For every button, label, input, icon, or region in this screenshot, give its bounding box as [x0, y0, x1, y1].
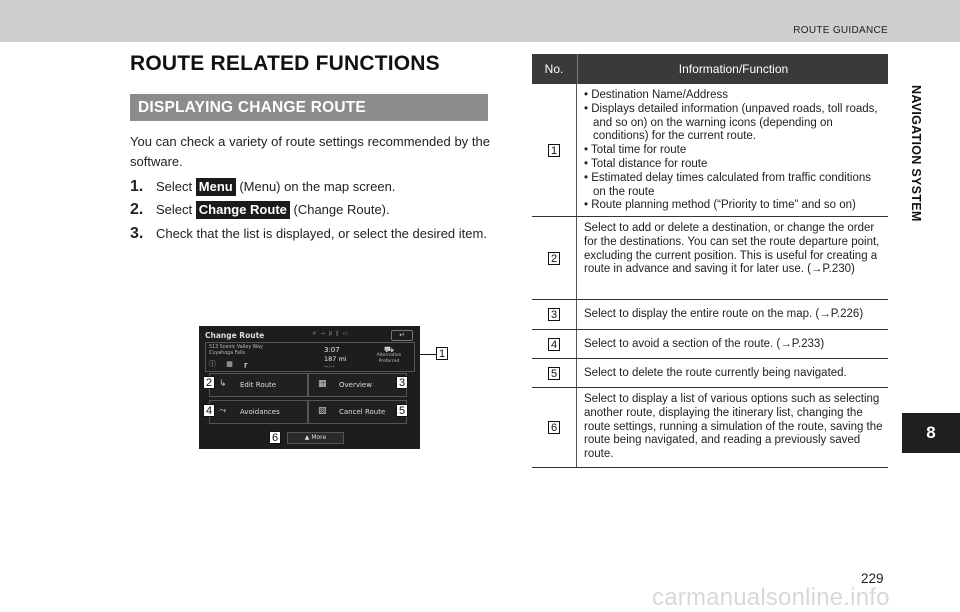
row-number: 5 [548, 367, 560, 380]
column-header-info: Information/Function [577, 54, 889, 84]
row-info: Select to display a list of various options such as selecting another route, displaying the itinerary list, changing the route settings, running a simulation of the route, saving the route being navigated, and reading a previously saved route. [584, 393, 883, 461]
row-info [584, 89, 884, 213]
table-row [532, 217, 888, 300]
chapter-side-label: NAVIGATION SYSTEM [909, 85, 923, 222]
route-distance: 187 mi [324, 355, 347, 363]
subheading-bar [130, 94, 488, 121]
watermark: carmanualsonline.info [652, 584, 890, 611]
callout-line [420, 354, 436, 355]
edit-route-icon: ↳ [219, 379, 227, 389]
row-number-cell [532, 330, 577, 358]
chapter-number-tab: 8 [902, 413, 960, 453]
route-info-panel[interactable] [205, 342, 415, 372]
button-label: Cancel Route [339, 407, 386, 416]
table-row [532, 330, 888, 359]
bullet-item: • Estimated delay times calculated from traffic conditions on the route [584, 172, 884, 200]
section-title: ROUTE GUIDANCE [793, 25, 888, 36]
back-icon[interactable]: ↵ [391, 330, 413, 341]
status-icons: ✕ → β ∥ ▭ [312, 331, 349, 337]
row-number-cell [532, 388, 577, 467]
row-number: 3 [548, 308, 560, 321]
avoidances-button[interactable] [209, 400, 308, 424]
change-route-screenshot [199, 326, 420, 449]
bullet-item: • Route planning method (“Priority to time” and so on) [584, 199, 884, 213]
step-text: Select [156, 202, 193, 217]
row-info: Select to avoid a section of the route. (→P.233) [584, 338, 825, 350]
callout-number: 2 [203, 376, 215, 389]
table-row [532, 84, 888, 217]
car-icon: ⛟ [383, 345, 395, 354]
step-number: 3. [130, 225, 144, 242]
more-button[interactable]: ▲ More [287, 432, 344, 444]
edit-route-button[interactable] [209, 373, 308, 397]
table-row [532, 359, 888, 388]
avoid-icon: ⤳ [219, 406, 227, 416]
callout-number: 4 [203, 404, 215, 417]
step-2 [130, 201, 390, 219]
address-line-1: 513 Scenic Valley Way [209, 345, 263, 350]
route-method [366, 347, 412, 365]
warning-icons: ⓘ ▦ ┏ [209, 360, 252, 368]
intro-text: You can check a variety of route settings recommended by the software. [130, 134, 490, 169]
screen-title: Change Route [205, 331, 265, 340]
callout-number: 1 [436, 347, 448, 360]
step-text: Check that the list is displayed, or select the desired item. [156, 226, 487, 241]
button-label: Overview [339, 380, 372, 389]
bullet-item: • Total distance for route [584, 158, 884, 172]
table-row [532, 388, 888, 468]
map-icon: ▦ [318, 379, 327, 389]
table-row [532, 300, 888, 330]
row-number: 1 [548, 144, 560, 157]
cancel-route-button[interactable] [308, 400, 407, 424]
step-text: (Menu) on the map screen. [235, 179, 396, 194]
bullet-item: • Displays detailed information (unpaved roads, toll roads, and so on) on the warning icons (depending on conditions) for the current route. [584, 103, 884, 144]
bullet-item: • Destination Name/Address [584, 89, 884, 103]
route-delay: --:-- [324, 363, 335, 370]
header-bar [0, 0, 960, 42]
bullet-item: • Total time for route [584, 144, 884, 158]
row-number-cell [532, 217, 577, 299]
step-text: (Change Route). [289, 202, 390, 217]
row-number-cell [532, 359, 577, 387]
row-info: Select to delete the route currently being navigated. [584, 367, 847, 379]
button-label: More [311, 434, 327, 441]
row-number: 4 [548, 338, 560, 351]
callout-number: 6 [269, 431, 281, 444]
button-label: Edit Route [240, 380, 277, 389]
table-header [532, 54, 888, 84]
route-time: 3:07 [324, 346, 340, 354]
step-1 [130, 178, 395, 196]
button-label: Avoidances [240, 407, 280, 416]
step-3 [130, 224, 490, 244]
row-info: Select to add or delete a destination, or change the order for the destinations. You can set the route departure point, excluding the current position. This is useful for creating a route in advance and saving it for later use. (→P.230) [584, 222, 880, 276]
route-method-label: Alternative Preferred [376, 353, 402, 364]
row-info: Select to display the entire route on the map. (→P.226) [584, 308, 864, 320]
change-route-chip: Change Route [196, 201, 290, 219]
row-number-cell [532, 300, 577, 329]
callout-number: 3 [396, 376, 408, 389]
address-line-2: Cuyahoga Falls [209, 351, 246, 356]
menu-button-chip: Menu [196, 178, 236, 196]
row-number-cell [532, 84, 577, 216]
step-text: Select [156, 179, 193, 194]
row-number: 2 [548, 252, 560, 265]
column-header-no: No. [544, 62, 564, 76]
callout-number: 5 [396, 404, 408, 417]
step-number: 1. [130, 178, 144, 195]
page-title: ROUTE RELATED FUNCTIONS [130, 52, 440, 75]
cancel-route-icon: ▨ [318, 406, 327, 416]
page-number: 229 [861, 571, 884, 586]
step-number: 2. [130, 201, 144, 218]
overview-button[interactable] [308, 373, 407, 397]
subheading: DISPLAYING CHANGE ROUTE [138, 99, 366, 116]
row-number: 6 [548, 421, 560, 434]
